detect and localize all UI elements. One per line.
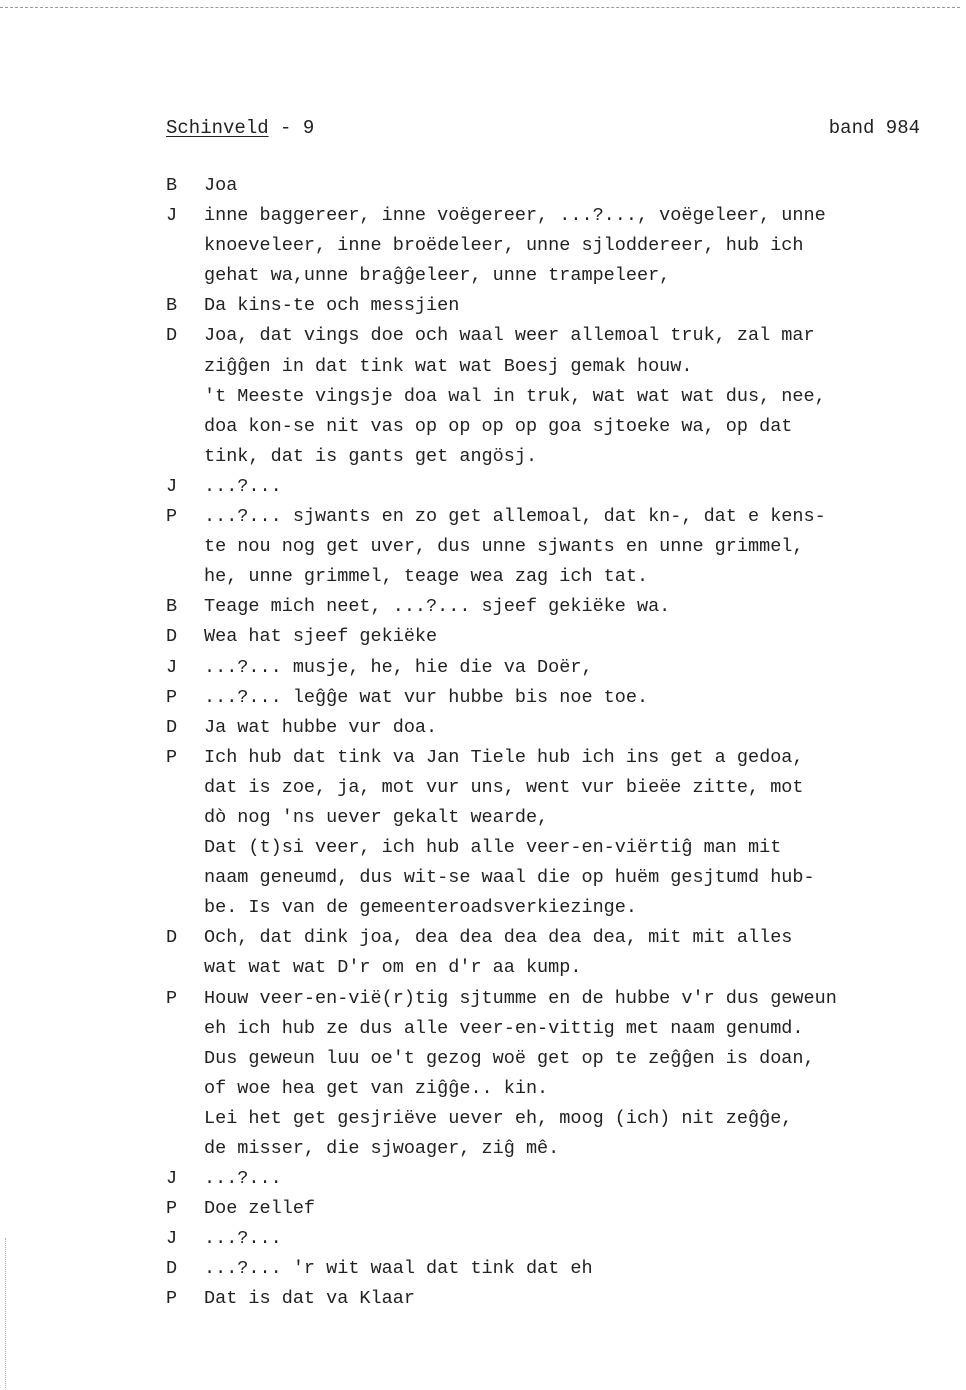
utterance-line: Wea hat sjeef gekiëke — [204, 626, 438, 648]
speaker-label: J — [166, 205, 178, 227]
utterance-line: dò nog 'ns uever gekalt wearde, — [204, 806, 549, 828]
utterance — [204, 984, 926, 1165]
margin-marks — [5, 1238, 6, 1388]
speaker-label: P — [166, 686, 178, 708]
utterance-line: of woe hea get van ziĝĝe.. kin. — [204, 1077, 549, 1099]
utterance — [204, 502, 926, 592]
transcript-turn — [166, 321, 926, 471]
utterance-line: Ja wat hubbe vur doa. — [204, 716, 438, 738]
utterance-line: 't Meeste vingsje doa wal in truk, wat wat wat dus, nee, — [204, 385, 826, 407]
transcript-turn — [166, 592, 926, 622]
page-header — [166, 114, 922, 142]
utterance-line: Doe zellef — [204, 1198, 316, 1220]
utterance-line: ...?... sjwants en zo get allemoal, dat kn-, dat e kens- — [204, 506, 826, 528]
speaker-label: J — [166, 1168, 178, 1190]
utterance-line: de misser, die sjwoager, ziĝ mê. — [204, 1138, 560, 1159]
speaker-label: B — [166, 175, 178, 196]
utterance-line: doa kon-se nit vas op op op op goa sjtoeke wa, op dat — [204, 415, 793, 437]
place-name: Schinveld — [166, 117, 269, 139]
utterance-line: Houw veer-en-vië(r)tig sjtumme en de hubbe v'r dus geweun — [204, 987, 837, 1009]
utterance-line: knoeveleer, inne broëdeleer, unne sjloddereer, hub ich — [204, 235, 804, 257]
speaker-label: J — [166, 656, 178, 678]
utterance-line: eh ich hub ze dus alle veer-en-vittig met naam genumd. — [204, 1017, 804, 1039]
utterance-line: Teage mich neet, ...?... sjeef gekiëke wa. — [204, 596, 671, 618]
utterance — [204, 1284, 926, 1314]
utterance — [204, 653, 926, 683]
transcript-turn — [166, 713, 926, 743]
speaker-label: P — [166, 1288, 178, 1310]
utterance-line: wat wat wat D'r om en d'r aa kump. — [204, 957, 582, 979]
speaker-label: D — [166, 927, 178, 949]
speaker-label: D — [166, 626, 178, 648]
utterance-line: Joa — [204, 175, 238, 196]
speaker-label: B — [166, 596, 178, 618]
utterance — [204, 683, 926, 713]
utterance-line: ...?... — [204, 1228, 282, 1250]
utterance-line: te nou nog get uver, dus unne sjwants en unne grimmel, — [204, 536, 804, 558]
transcript-turn — [166, 923, 926, 983]
top-border-rule — [0, 7, 960, 8]
speaker-label: P — [166, 506, 178, 528]
speaker-label: P — [166, 746, 178, 768]
transcript-turn — [166, 472, 926, 502]
utterance-line: Lei het get gesjriëve uever eh, moog (ich) nit zeĝĝe, — [204, 1107, 793, 1129]
utterance — [204, 472, 926, 502]
speaker-label: D — [166, 325, 178, 347]
utterance-line: Dat is dat va Klaar — [204, 1288, 415, 1310]
speaker-label: P — [166, 987, 178, 1009]
speaker-label: J — [166, 1228, 178, 1250]
utterance-line: gehat wa,unne braĝĝeleer, unne trampeleer, — [204, 265, 671, 287]
utterance-line: ziĝĝen in dat tink wat wat Boesj gemak houw. — [204, 355, 693, 377]
speaker-label: J — [166, 475, 178, 497]
transcript-turn — [166, 1194, 926, 1224]
transcript-turn — [166, 1254, 926, 1284]
speaker-label: D — [166, 716, 178, 738]
utterance — [204, 743, 926, 924]
transcript-turn — [166, 984, 926, 1165]
utterance-line: naam geneumd, dus wit-se waal die op huëm gesjtumd hub- — [204, 867, 815, 889]
speaker-label: D — [166, 1258, 178, 1280]
utterance — [204, 1254, 926, 1284]
transcript-turn — [166, 683, 926, 713]
speaker-label: B — [166, 295, 178, 317]
utterance-line: Da kins-te och messjien — [204, 295, 460, 317]
utterance-line: ...?... — [204, 475, 282, 497]
transcript — [166, 171, 926, 1315]
utterance-line: Dat (t)si veer, ich hub alle veer-en-viërtiĝ man mit — [204, 837, 782, 859]
transcript-turn — [166, 1284, 926, 1314]
utterance-line: ...?... — [204, 1168, 282, 1190]
band-number: band 984 — [828, 117, 920, 139]
page-number: - 9 — [268, 117, 315, 139]
utterance — [204, 1164, 926, 1194]
transcript-turn — [166, 201, 926, 291]
utterance-line: be. Is van de gemeenteroadsverkiezinge. — [204, 897, 637, 919]
utterance-line: tink, dat is gants get angösj. — [204, 445, 538, 467]
page-title — [166, 114, 314, 142]
transcript-turn — [166, 1164, 926, 1194]
transcript-turn — [166, 502, 926, 592]
utterance — [204, 291, 926, 321]
utterance-line: ...?... leĝĝe wat vur hubbe bis noe toe. — [204, 686, 649, 708]
utterance — [204, 713, 926, 743]
utterance-line: dat is zoe, ja, mot vur uns, went vur bieëe zitte, mot — [204, 776, 804, 798]
utterance — [204, 321, 926, 471]
utterance-line: ...?... musje, he, hie die va Doër, — [204, 656, 593, 678]
transcript-turn — [166, 291, 926, 321]
transcript-turn — [166, 1224, 926, 1254]
utterance-line: inne baggereer, inne voëgereer, ...?..., voëgeleer, unne — [204, 205, 826, 227]
utterance — [204, 1224, 926, 1254]
utterance — [204, 592, 926, 622]
utterance-line: Dus geweun luu oe't gezog woë get op te zeĝĝen is doan, — [204, 1047, 815, 1069]
utterance — [204, 622, 926, 652]
speaker-label: P — [166, 1198, 178, 1220]
utterance — [204, 201, 926, 291]
utterance — [204, 171, 926, 201]
utterance-line: Och, dat dink joa, dea dea dea dea dea, mit mit alles — [204, 927, 793, 949]
utterance — [204, 1194, 926, 1224]
utterance-line: Ich hub dat tink va Jan Tiele hub ich ins get a gedoa, — [204, 746, 804, 768]
transcript-turn — [166, 171, 926, 201]
transcript-turn — [166, 653, 926, 683]
utterance-line: ...?... 'r wit waal dat tink dat eh — [204, 1258, 593, 1280]
utterance-line: he, unne grimmel, teage wea zag ich tat. — [204, 566, 649, 588]
utterance-line: Joa, dat vings doe och waal weer allemoal truk, zal mar — [204, 325, 815, 347]
utterance — [204, 923, 926, 983]
transcript-turn — [166, 743, 926, 924]
transcript-turn — [166, 622, 926, 652]
